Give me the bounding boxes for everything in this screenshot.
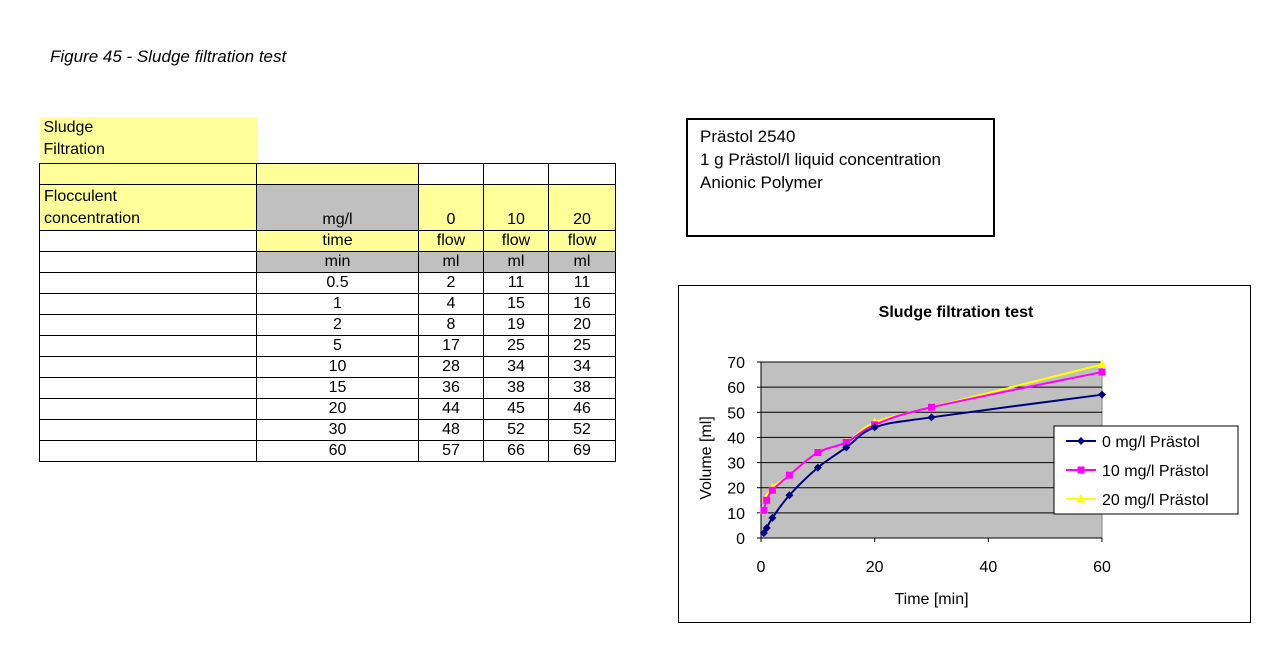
y-axis-label: Volume [ml] [698, 416, 715, 500]
empty-cell[interactable] [40, 356, 257, 377]
table-row [40, 272, 616, 293]
conc-value-cell[interactable]: 0 [419, 184, 484, 230]
note-line-2: 1 g Prästol/l liquid concentration [700, 150, 941, 169]
data-point [763, 497, 770, 504]
polymer-note-box [686, 118, 995, 237]
time-value-cell[interactable]: 15 [257, 377, 419, 398]
time-unit-cell[interactable]: min [257, 251, 419, 272]
flow-value-cell[interactable]: 11 [549, 272, 616, 293]
flow-unit-cell[interactable]: ml [549, 251, 616, 272]
y-tick-label: 10 [727, 505, 745, 523]
legend-label: 20 mg/l Prästol [1102, 492, 1209, 509]
y-tick-label: 70 [727, 355, 745, 372]
flow-unit-cell[interactable]: ml [419, 251, 484, 272]
y-tick-label: 60 [727, 380, 745, 398]
data-point [928, 404, 935, 411]
empty-cell[interactable] [40, 440, 257, 461]
empty-cell[interactable] [40, 335, 257, 356]
figure-caption: Figure 45 - Sludge filtration test [50, 47, 287, 66]
flow-value-cell[interactable]: 34 [549, 356, 616, 377]
filtration-chart[interactable] [678, 285, 1251, 623]
flow-value-cell[interactable]: 15 [484, 293, 549, 314]
flow-value-cell[interactable]: 16 [549, 293, 616, 314]
note-line-3: Anionic Polymer [700, 173, 823, 192]
flow-value-cell[interactable]: 45 [484, 398, 549, 419]
flow-value-cell[interactable]: 52 [549, 419, 616, 440]
flow-value-cell[interactable]: 44 [419, 398, 484, 419]
flow-header[interactable]: flow [484, 230, 549, 251]
time-value-cell[interactable]: 20 [257, 398, 419, 419]
flocculent-label-line2: concentration [44, 209, 141, 227]
empty-cell[interactable] [40, 377, 257, 398]
flow-value-cell[interactable]: 57 [419, 440, 484, 461]
flow-header[interactable]: flow [419, 230, 484, 251]
x-tick-label: 60 [1093, 559, 1111, 576]
flow-value-cell[interactable]: 46 [549, 398, 616, 419]
empty-cell[interactable] [419, 163, 484, 184]
flow-value-cell[interactable]: 38 [549, 377, 616, 398]
time-value-cell[interactable]: 2 [257, 314, 419, 335]
empty-cell[interactable] [40, 272, 257, 293]
x-axis-label: Time [min] [894, 591, 969, 608]
flocculent-label-line1: Flocculent [44, 187, 117, 205]
x-tick-label: 40 [979, 559, 998, 576]
table-row [40, 314, 616, 335]
flow-value-cell[interactable]: 8 [419, 314, 484, 335]
table-row [40, 398, 616, 419]
time-value-cell[interactable]: 60 [257, 440, 419, 461]
flow-value-cell[interactable]: 20 [549, 314, 616, 335]
empty-cell[interactable] [40, 230, 257, 251]
chart-svg [679, 286, 1250, 622]
conc-value-cell[interactable]: 10 [484, 184, 549, 230]
x-tick-label: 20 [865, 559, 884, 576]
chart-title: Sludge filtration test [878, 304, 1034, 321]
table-row [40, 293, 616, 314]
flow-value-cell[interactable]: 4 [419, 293, 484, 314]
flow-value-cell[interactable]: 25 [549, 335, 616, 356]
table-title-line1: Sludge [43, 119, 94, 136]
y-tick-label: 20 [727, 480, 745, 498]
note-line-1: Prästol 2540 [700, 127, 796, 146]
flow-value-cell[interactable]: 17 [419, 335, 484, 356]
flow-header[interactable]: flow [549, 230, 616, 251]
empty-cell[interactable] [257, 163, 419, 184]
data-point [760, 507, 767, 514]
flow-value-cell[interactable]: 25 [484, 335, 549, 356]
conc-unit-cell[interactable]: mg/l [257, 184, 419, 230]
empty-cell[interactable] [40, 419, 257, 440]
flow-value-cell[interactable]: 2 [419, 272, 484, 293]
y-tick-label: 50 [727, 405, 745, 423]
flow-value-cell[interactable]: 48 [419, 419, 484, 440]
time-value-cell[interactable]: 10 [257, 356, 419, 377]
table-row [40, 419, 616, 440]
flow-unit-cell[interactable]: ml [484, 251, 549, 272]
legend-marker [1078, 467, 1085, 474]
table-title-line2: Filtration [43, 141, 105, 158]
legend-label: 0 mg/l Prästol [1102, 434, 1200, 451]
time-value-cell[interactable]: 0.5 [257, 272, 419, 293]
table-title[interactable] [40, 117, 257, 163]
flow-value-cell[interactable]: 11 [484, 272, 549, 293]
y-tick-label: 30 [727, 455, 745, 473]
table-row [40, 335, 616, 356]
plot-area [761, 362, 1102, 538]
flow-value-cell[interactable]: 69 [549, 440, 616, 461]
time-value-cell[interactable]: 30 [257, 419, 419, 440]
y-tick-label: 40 [727, 430, 745, 448]
empty-cell[interactable] [40, 293, 257, 314]
flow-value-cell[interactable]: 52 [484, 419, 549, 440]
table-row [40, 377, 616, 398]
x-tick-label: 0 [756, 559, 766, 576]
empty-cell[interactable] [40, 251, 257, 272]
data-point [814, 449, 821, 456]
flow-value-cell[interactable]: 36 [419, 377, 484, 398]
empty-cell[interactable] [40, 314, 257, 335]
time-header[interactable]: time [257, 230, 419, 251]
flocculent-label[interactable] [40, 184, 257, 230]
empty-cell[interactable] [40, 398, 257, 419]
flow-value-cell[interactable]: 38 [484, 377, 549, 398]
flow-value-cell[interactable]: 28 [419, 356, 484, 377]
flow-value-cell[interactable]: 19 [484, 314, 549, 335]
empty-cell[interactable] [40, 163, 257, 184]
time-value-cell[interactable]: 1 [257, 293, 419, 314]
data-point [769, 487, 776, 494]
table-row [40, 356, 616, 377]
time-value-cell[interactable]: 5 [257, 335, 419, 356]
table-row [40, 440, 616, 461]
y-tick-label: 0 [736, 531, 745, 548]
data-point [1099, 369, 1106, 376]
flow-value-cell[interactable]: 66 [484, 440, 549, 461]
flow-value-cell[interactable]: 34 [484, 356, 549, 377]
legend-label: 10 mg/l Prästol [1102, 463, 1209, 480]
empty-cell[interactable] [484, 163, 549, 184]
data-table [39, 117, 616, 462]
empty-cell[interactable] [549, 163, 616, 184]
conc-value-cell[interactable]: 20 [549, 184, 616, 230]
data-point [786, 472, 793, 479]
